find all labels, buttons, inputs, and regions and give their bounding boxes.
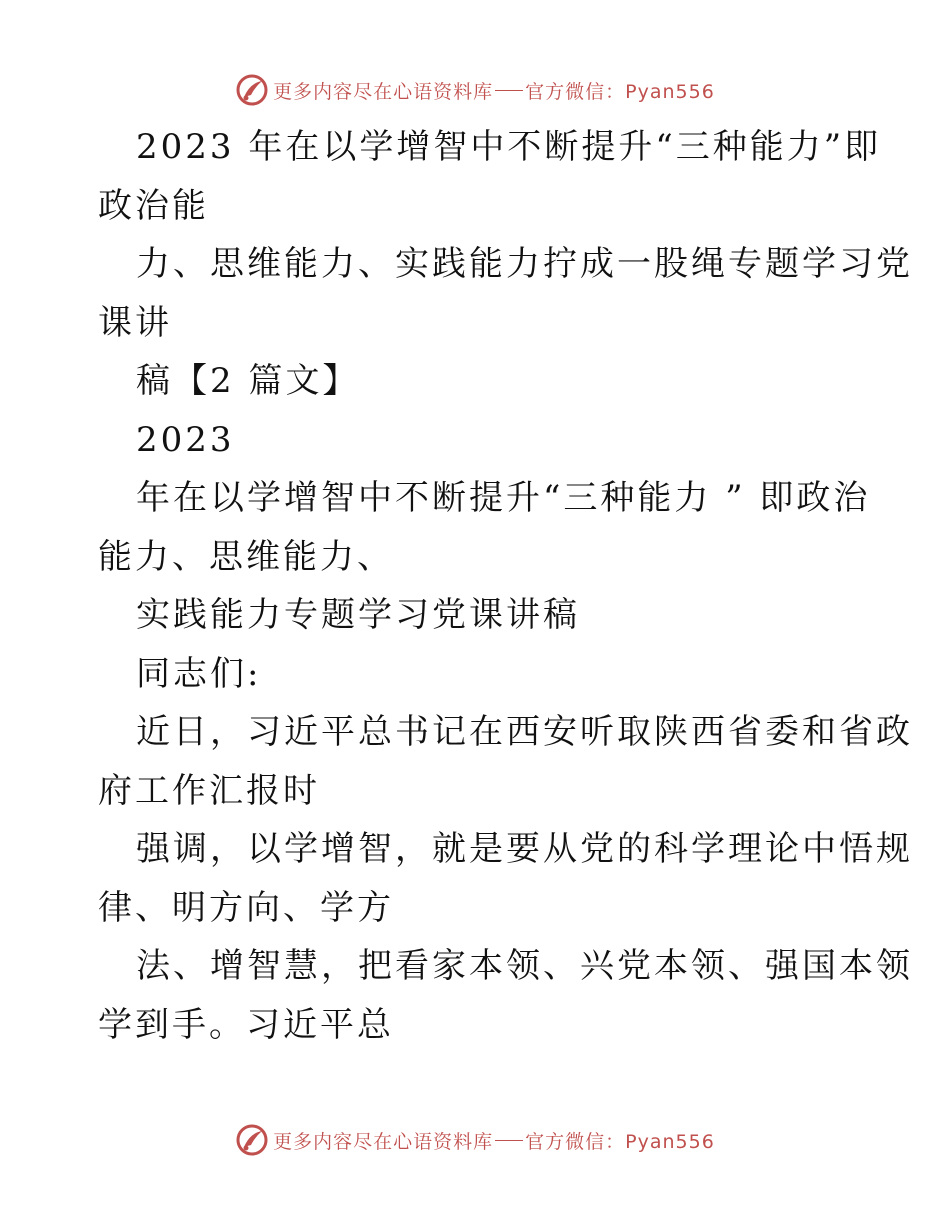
watermark-text: 更多内容尽在心语资料库 xyxy=(273,1130,494,1153)
document-line: 2023 年在以学增智中不断提升“三种能力”即 xyxy=(136,127,882,167)
document-line: 律、明方向、学方 xyxy=(98,887,394,928)
document-line: 能力、思维能力、 xyxy=(98,536,394,577)
watermark-separator xyxy=(495,1140,523,1141)
document-line: 课讲 xyxy=(98,302,172,343)
ink-brush-logo-icon xyxy=(235,73,269,107)
watermark-suffix: 官方微信：Pyan556 xyxy=(525,1130,715,1153)
ink-brush-logo-icon xyxy=(235,1123,269,1157)
watermark-suffix: 官方微信：Pyan556 xyxy=(525,80,715,103)
header-watermark xyxy=(0,70,950,110)
document-line: 近日，习近平总书记在西安听取陕西省委和省政 xyxy=(136,712,913,752)
document-line: 同志们: xyxy=(136,653,262,694)
document-line: 政治能 xyxy=(98,185,209,226)
document-line: 学到手。习近平总 xyxy=(98,1004,394,1045)
document-line: 强调，以学增智，就是要从党的科学理论中悟规 xyxy=(136,829,913,869)
document-line: 2023 xyxy=(136,419,235,460)
document-line: 府工作汇报时 xyxy=(98,770,320,811)
footer-watermark xyxy=(0,1120,950,1160)
document-line: 年在以学增智中不断提升“三种能力 ” 即政治 xyxy=(136,478,871,518)
document-line: 实践能力专题学习党课讲稿 xyxy=(136,595,580,635)
document-body xyxy=(98,118,913,1054)
watermark-text: 更多内容尽在心语资料库 xyxy=(273,80,494,103)
watermark-separator xyxy=(495,90,523,91)
document-line: 力、思维能力、实践能力拧成一股绳专题学习党 xyxy=(136,244,913,284)
document-line: 法、增智慧，把看家本领、兴党本领、强国本领 xyxy=(136,946,913,986)
document-line: 稿【2 篇文】 xyxy=(136,361,360,401)
